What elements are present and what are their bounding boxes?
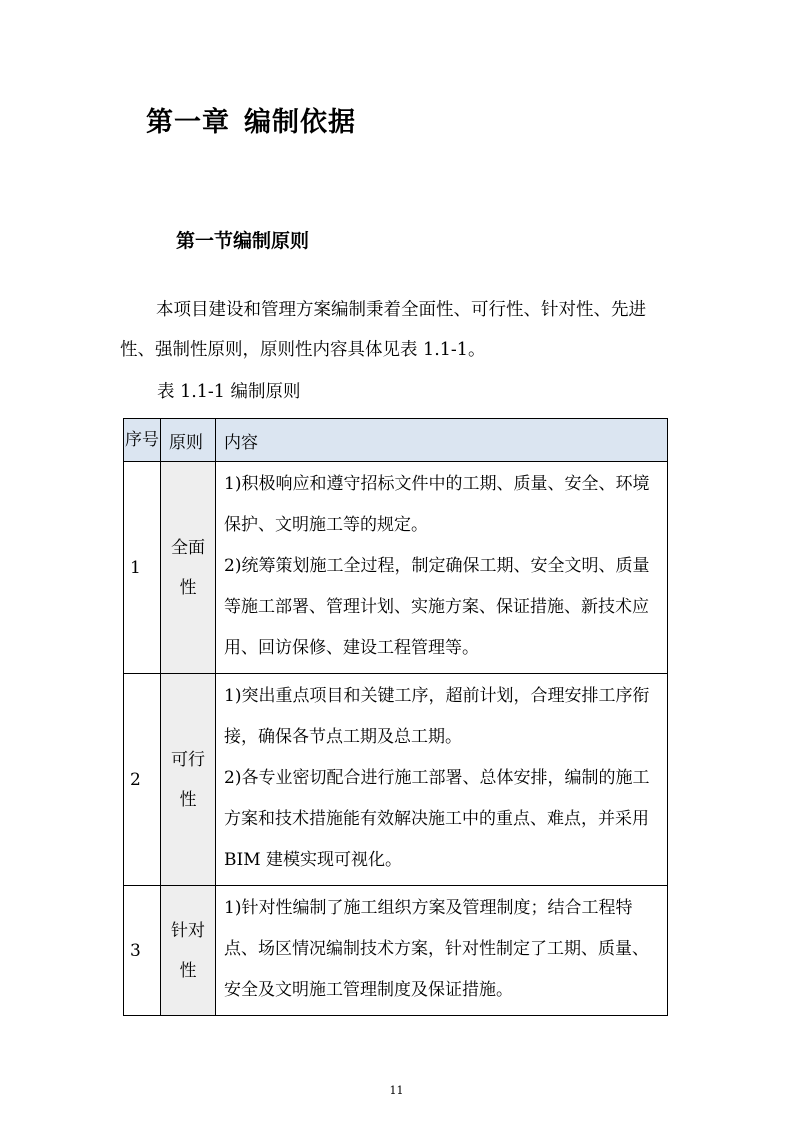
chapter-title: [146, 100, 356, 139]
content-item: 1)突出重点项目和关键工序，超前计划，合理安排工序衔接，确保各节点工期及总工期。: [224, 686, 650, 747]
section-title: 第一节编制原则: [176, 230, 310, 252]
content-item: 1)积极响应和遵守招标文件中的工期、质量、安全、环境保护、文明施工等的规定。: [224, 474, 650, 535]
content-item: 2)各专业密切配合进行施工部署、总体安排，编制的施工方案和技术措施能有效解决施工中的重点、难点，并采用 BIM 建模实现可视化。: [224, 768, 650, 870]
header-principle: 原则: [161, 419, 216, 462]
table-row: [124, 462, 668, 674]
table-caption: 表 1.1-1 编制原则: [157, 382, 301, 402]
content-item: 1)针对性编制了施工组织方案及管理制度；结合工程特点、场区情况编制技术方案，针对性制定了工期、质量、安全及文明施工管理制度及保证措施。: [224, 898, 649, 1000]
row-number: 3: [124, 886, 161, 1016]
page-number: 11: [389, 1084, 404, 1097]
row-number: 2: [124, 674, 161, 886]
principles-table: [123, 418, 668, 1016]
table-header-row: [124, 419, 668, 462]
row-principle: 全面性: [161, 462, 216, 674]
row-principle: 针对性: [161, 886, 216, 1016]
table-row: [124, 674, 668, 886]
row-number: 1: [124, 462, 161, 674]
row-content: [216, 462, 668, 674]
content-item: 2)统筹策划施工全过程，制定确保工期、安全文明、质量等施工部署、管理计划、实施方案、保证措施、新技术应用、回访保修、建设工程管理等。: [224, 556, 650, 658]
header-content: 内容: [216, 419, 668, 462]
header-no: 序号: [124, 419, 161, 462]
row-content: [216, 886, 668, 1016]
intro-paragraph: 本项目建设和管理方案编制秉着全面性、可行性、针对性、先进性、强制性原则，原则性内容具体见表 1.1-1。: [120, 300, 646, 360]
row-principle: 可行性: [161, 674, 216, 886]
chapter-name: 编制依据: [244, 107, 356, 138]
table-row: [124, 886, 668, 1016]
row-content: [216, 674, 668, 886]
chapter-number: 第一章: [146, 107, 230, 138]
